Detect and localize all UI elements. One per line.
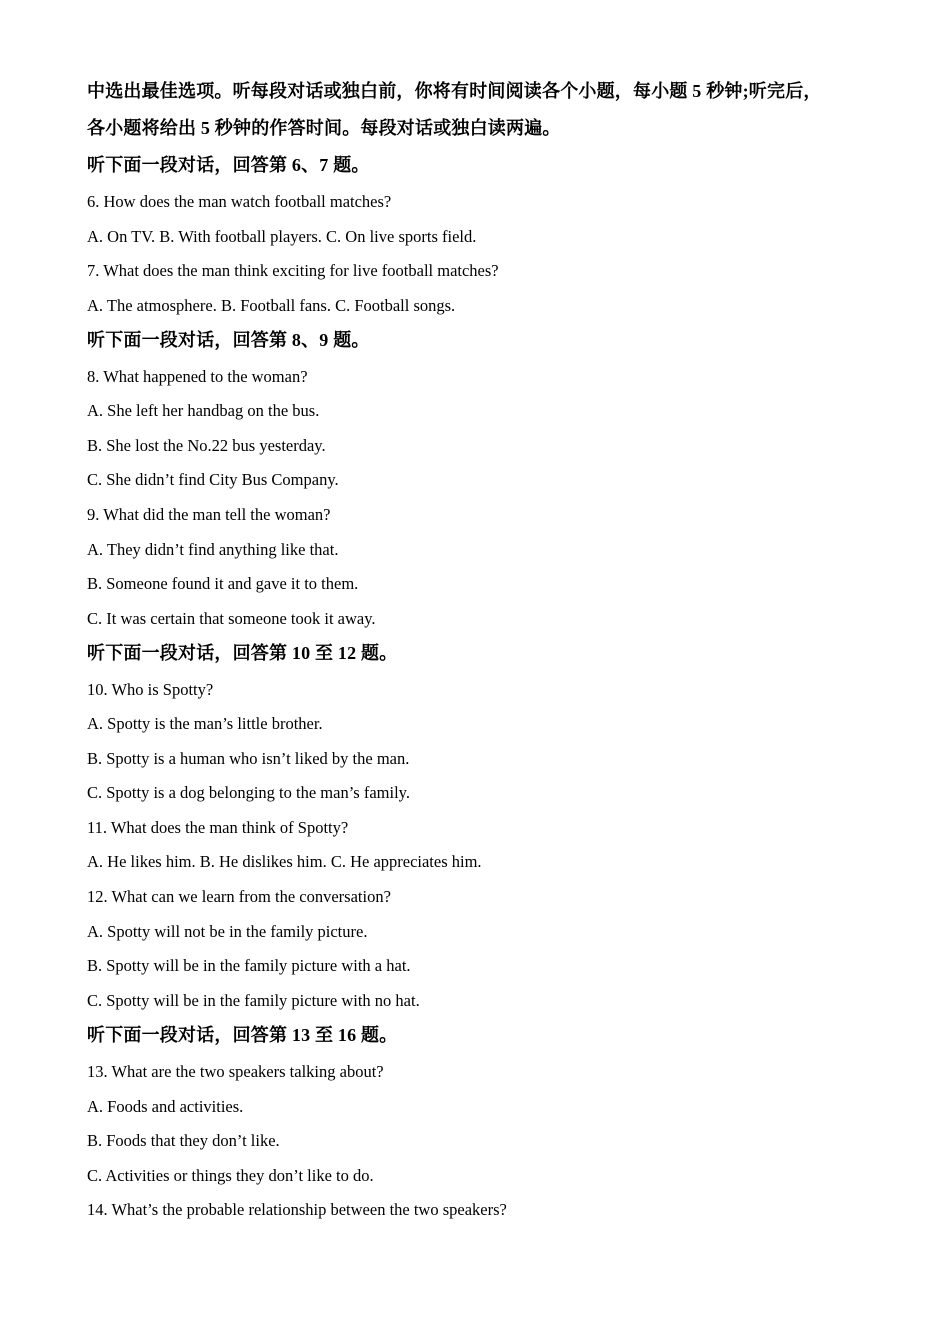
question-option: C. Spotty is a dog belonging to the man’s family. <box>87 783 410 802</box>
question-option: B. Spotty will be in the family picture with a hat. <box>87 956 411 975</box>
section-heading: 听下面一段对话，回答第 8、9 题。 <box>87 330 370 350</box>
question-options: A. On TV. B. With football players. C. On live sports field. <box>87 227 477 246</box>
question-option: C. She didn’t find City Bus Company. <box>87 470 339 489</box>
section-heading: 听下面一段对话，回答第 6、7 题。 <box>87 155 370 175</box>
question-stem: 12. What can we learn from the conversation? <box>87 887 391 906</box>
question-stem: 11. What does the man think of Spotty? <box>87 818 349 837</box>
question-option: A. They didn’t find anything like that. <box>87 540 339 559</box>
question-option: B. Someone found it and gave it to them. <box>87 574 359 593</box>
question-option: C. Activities or things they don’t like to do. <box>87 1166 374 1185</box>
question-stem: 13. What are the two speakers talking about? <box>87 1062 384 1081</box>
question-stem: 9. What did the man tell the woman? <box>87 505 331 524</box>
intro-line-2: 各小题将给出 5 秒钟的作答时间。每段对话或独白读两遍。 <box>87 118 561 138</box>
question-stem: 7. What does the man think exciting for live football matches? <box>87 261 499 280</box>
question-option: B. She lost the No.22 bus yesterday. <box>87 436 326 455</box>
section-heading: 听下面一段对话，回答第 10 至 12 题。 <box>87 643 398 663</box>
question-stem: 6. How does the man watch football matches? <box>87 192 392 211</box>
question-stem: 14. What’s the probable relationship between the two speakers? <box>87 1200 507 1219</box>
question-option: B. Foods that they don’t like. <box>87 1131 280 1150</box>
question-options: A. He likes him. B. He dislikes him. C. He appreciates him. <box>87 852 482 871</box>
question-option: C. Spotty will be in the family picture with no hat. <box>87 991 420 1010</box>
question-stem: 10. Who is Spotty? <box>87 680 214 699</box>
question-stem: 8. What happened to the woman? <box>87 367 308 386</box>
intro-line-1: 中选出最佳选项。听每段对话或独白前，你将有时间阅读各个小题，每小题 5 秒钟;听完后， <box>87 81 822 101</box>
question-option: A. Spotty will not be in the family picture. <box>87 922 368 941</box>
question-option: C. It was certain that someone took it away. <box>87 609 376 628</box>
question-option: A. Foods and activities. <box>87 1097 244 1116</box>
section-heading: 听下面一段对话，回答第 13 至 16 题。 <box>87 1025 398 1045</box>
question-option: A. Spotty is the man’s little brother. <box>87 714 323 733</box>
question-option: B. Spotty is a human who isn’t liked by the man. <box>87 749 410 768</box>
question-options: A. The atmosphere. B. Football fans. C. Football songs. <box>87 296 456 315</box>
question-option: A. She left her handbag on the bus. <box>87 401 320 420</box>
